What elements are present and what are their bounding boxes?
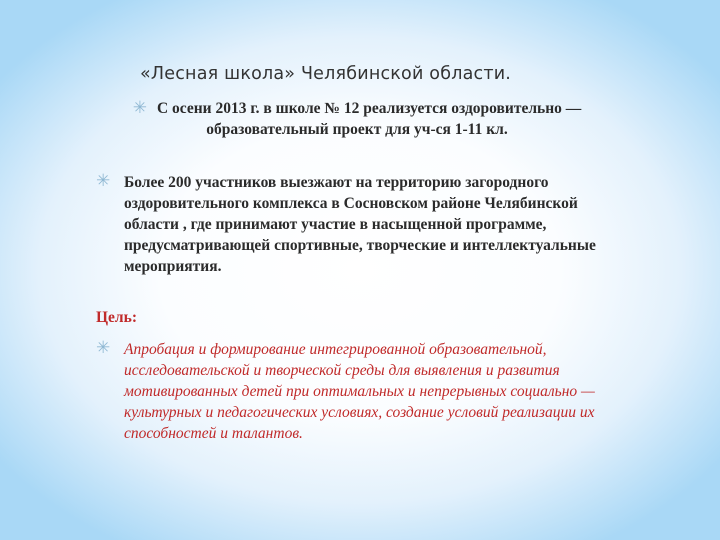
slide-title: «Лесная школа» Челябинской области. bbox=[140, 64, 512, 84]
goal-label: Цель: bbox=[96, 309, 137, 326]
paragraph-goal bbox=[96, 339, 596, 444]
paragraph-project bbox=[118, 98, 596, 140]
paragraph-project-text: С осени 2013 г. в школе № 12 реализуется оздоровительно — образовательный проект для уч-ся 1-11 кл. bbox=[156, 100, 582, 138]
asterisk-bullet-icon: ✳ bbox=[132, 98, 147, 118]
paragraph-goal-text: Апробация и формирование интегрированной образовательной, исследовательской и творческой среды для выявления и развития мотивированных детей при оптимальных и непрерывных социально — культурных и педагогических условиях, создание условий реализации их способностей и талантов. bbox=[124, 341, 595, 442]
paragraph-participants-text: Более 200 участников выезжают на территорию загородного оздоровительного комплекса в Сосновском районе Челябинской области , где принимают участие в насыщенной программе, предусматривающей спортивные, творческие и интеллектуальные мероприятия. bbox=[124, 174, 596, 275]
paragraph-participants bbox=[96, 172, 596, 277]
asterisk-bullet-icon: ✳ bbox=[96, 171, 111, 191]
asterisk-bullet-icon: ✳ bbox=[96, 338, 111, 358]
